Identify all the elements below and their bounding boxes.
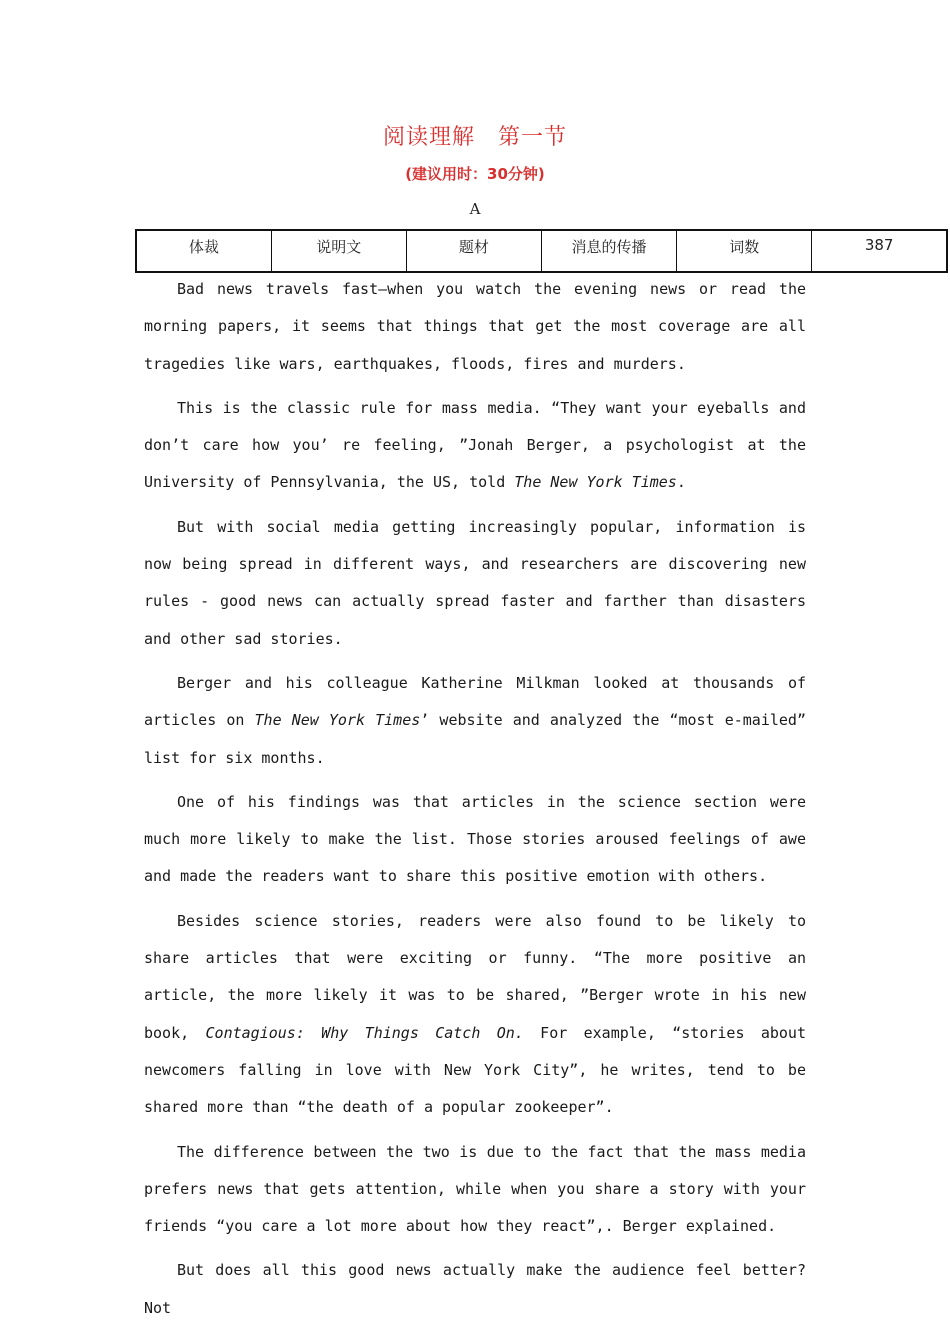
paragraph-3: But with social media getting increasingly popular, information is now being spread in different ways, and researchers are discovering new rules - good news can actually spread faster and farther than disasters and other sad stories. [144, 517, 806, 648]
paragraph-4-end: ’ website and analyzed the “most e-mailed” list for six months. [144, 711, 806, 767]
book-title: Contagious: Why Things Catch On. [205, 1023, 524, 1042]
suggested-time: (建议用时：30分钟) [405, 165, 545, 183]
paragraph-6-text: Besides science stories, readers were also found to be likely to share articles that were exciting or funny. “The more positive an article, the more likely it was to be shared, ”Berger wrote in his new book, [144, 911, 806, 1042]
paragraph-2-text: This is the classic rule for mass media. “They want your eyeballs and don’t care how you’ re feeling, ”Jonah Berger, a psychologist at the University of Pennsylvania, the US, told [144, 398, 806, 492]
newspaper-title: The New York Times [254, 711, 421, 730]
genre-label: 体裁 [136, 230, 271, 272]
word-count-label: 词数 [677, 230, 812, 272]
paragraph-6-end: For example, “stories about newcomers falling in love with New York City”, he writes, tend to be shared more than “the death of a popular zookeeper”. [144, 1023, 806, 1117]
newspaper-title: The New York Times [514, 473, 677, 492]
word-count-value: 387 [812, 230, 947, 272]
topic-label: 题材 [406, 230, 541, 272]
info-table-row [136, 230, 947, 272]
paragraph-4-text: Berger and his colleague Katherine Milkman looked at thousands of articles on [144, 673, 806, 730]
info-table [135, 229, 948, 273]
paragraph-2 [144, 390, 806, 502]
paragraph-8: But does all this good news actually make the audience feel better? Not [144, 1261, 806, 1317]
topic-value: 消息的传播 [541, 230, 676, 272]
paragraph-5: One of his findings was that articles in the science section were much more likely to make the list. Those stories aroused feelings of awe and made the readers want to share this positive emotion with others. [144, 792, 806, 886]
page-title: 阅读理解 第一节 [382, 125, 567, 150]
genre-value: 说明文 [271, 230, 406, 272]
article-body [144, 271, 806, 1334]
paragraph-4 [144, 665, 806, 777]
paragraph-7: The difference between the two is due to the fact that the mass media prefers news that gets attention, while when you share a story with your friends “you care a lot more about how they react”,. Berger explained. [144, 1142, 806, 1236]
paragraph-6 [144, 903, 806, 1127]
section-label: A [469, 200, 481, 218]
paragraph-1: Bad news travels fast—when you watch the evening news or read the morning papers, it seems that things that get the most coverage are all tragedies like wars, earthquakes, floods, fires and murders. [144, 280, 806, 373]
paragraph-2-end: . [676, 473, 686, 492]
